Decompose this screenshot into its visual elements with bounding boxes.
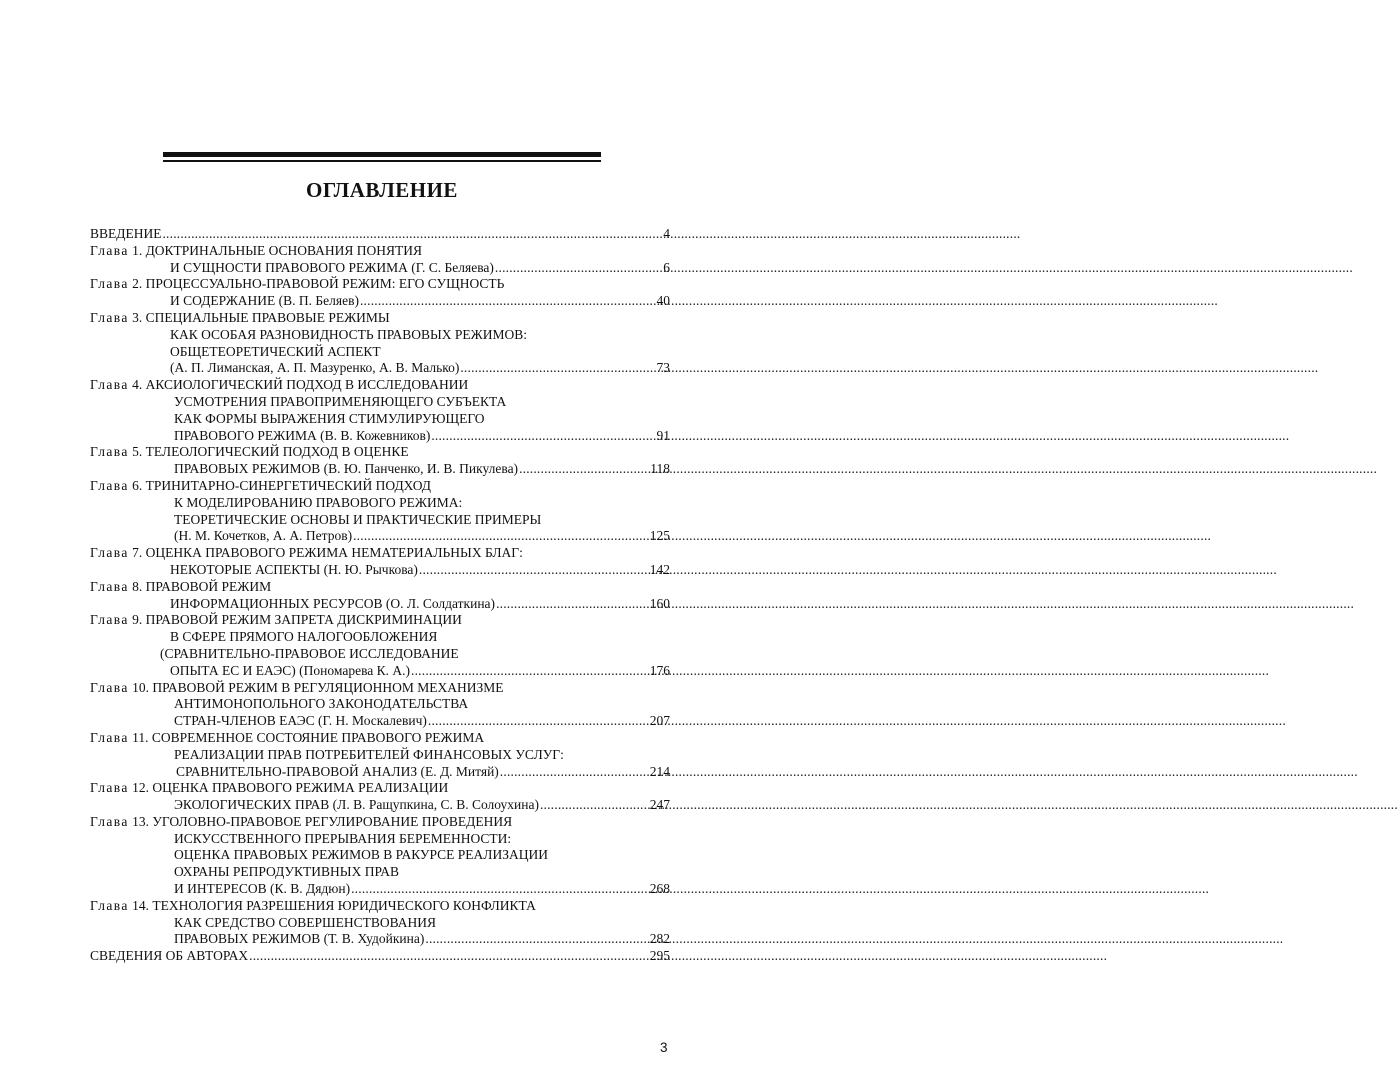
toc-line — [90, 730, 670, 747]
toc-page-number: 4 — [663, 226, 670, 241]
toc-line — [90, 226, 670, 243]
toc-line — [90, 260, 670, 277]
toc-line — [90, 495, 670, 512]
toc-entry-text: 2. ПРОЦЕССУАЛЬНО-ПРАВОВОЙ РЕЖИМ: ЕГО СУЩНОСТЬ — [132, 276, 505, 292]
toc-entry-text: СТРАН-ЧЛЕНОВ ЕАЭС (Г. Н. Москалевич) — [174, 713, 427, 729]
toc-line — [90, 864, 670, 881]
toc-dot-leader — [249, 948, 649, 965]
toc-entry-text: СВЕДЕНИЯ ОБ АВТОРАХ — [90, 948, 249, 964]
toc-entry-text: 7. ОЦЕНКА ПРАВОВОГО РЕЖИМА НЕМАТЕРИАЛЬНЫХ БЛАГ: — [132, 545, 523, 561]
toc-entry-text: НЕКОТОРЫЕ АСПЕКТЫ (Н. Ю. Рычкова) — [170, 561, 418, 577]
toc-line — [90, 764, 670, 781]
toc-line — [90, 612, 670, 629]
toc-dot-leader — [460, 360, 655, 377]
toc-line — [90, 713, 670, 730]
toc-entry-text: ОХРАНЫ РЕПРОДУКТИВНЫХ ПРАВ — [174, 864, 399, 880]
toc-dot-leader — [419, 562, 649, 579]
toc-chapter-prefix: Глава — [90, 612, 129, 628]
toc-dot-leader — [495, 260, 662, 277]
toc-entry-text: КАК ФОРМЫ ВЫРАЖЕНИЯ СТИМУЛИРУЮЩЕГО — [174, 410, 485, 426]
toc-entry-text: 6. ТРИНИТАРНО-СИНЕРГЕТИЧЕСКИЙ ПОДХОД — [132, 477, 432, 493]
toc-entry-text: В СФЕРЕ ПРЯМОГО НАЛОГООБЛОЖЕНИЯ — [170, 629, 438, 645]
toc-dot-leader — [411, 663, 649, 680]
toc-entry-text: СРАВНИТЕЛЬНО-ПРАВОВОЙ АНАЛИЗ (Е. Д. Митяй) — [176, 763, 499, 779]
toc-page-number: 91 — [656, 427, 670, 443]
toc-page-number: 118 — [650, 461, 670, 477]
toc-line — [90, 293, 670, 310]
toc-entry-text: ТЕОРЕТИЧЕСКИЕ ОСНОВЫ И ПРАКТИЧЕСКИЕ ПРИМЕРЫ — [174, 511, 542, 527]
toc-dot-leader — [500, 764, 649, 781]
toc-dot-leader — [425, 931, 648, 948]
toc-page-number: 125 — [649, 528, 670, 544]
toc-line — [90, 394, 670, 411]
toc-line — [90, 360, 670, 377]
toc-entry-text: КАК ОСОБАЯ РАЗНОВИДНОСТЬ ПРАВОВЫХ РЕЖИМОВ: — [170, 326, 528, 342]
header-rule-thick — [163, 152, 601, 157]
toc-page-number: 40 — [656, 293, 670, 309]
toc-chapter-prefix: Глава — [90, 780, 129, 796]
toc-dot-leader — [540, 797, 649, 814]
toc-entry-text: ЭКОЛОГИЧЕСКИХ ПРАВ (Л. В. Ращупкина, С. В. Солоухина) — [174, 797, 539, 813]
toc-line — [90, 344, 670, 361]
toc-chapter-prefix: Глава — [90, 813, 129, 829]
toc-entry-text: ОБЩЕТЕОРЕТИЧЕСКИЙ АСПЕКТ — [170, 343, 381, 359]
toc-entry-text: ПРАВОВЫХ РЕЖИМОВ (В. Ю. Панченко, И. В. Пикулева) — [174, 461, 519, 477]
toc-chapter-prefix: Глава — [90, 276, 129, 292]
toc-entry-text: (А. П. Лиманская, А. П. Мазуренко, А. В. Малько) — [170, 360, 460, 376]
toc-page-number: 282 — [649, 931, 670, 947]
toc-page-number: 6 — [663, 259, 670, 275]
toc-line — [90, 680, 670, 697]
toc-entry-text: 1. ДОКТРИНАЛЬНЫЕ ОСНОВАНИЯ ПОНЯТИЯ — [132, 242, 423, 258]
toc-dot-leader — [519, 461, 649, 478]
toc-entry-text: И ИНТЕРЕСОВ (К. В. Дядюн) — [174, 881, 351, 897]
toc-line — [90, 310, 670, 327]
toc-entry-text: ПРАВОВОГО РЕЖИМА (В. В. Кожевников) — [174, 427, 431, 443]
toc-dot-leader — [353, 528, 649, 545]
toc-entry-text: АНТИМОНОПОЛЬНОГО ЗАКОНОДАТЕЛЬСТВА — [174, 696, 469, 712]
toc-entry-text: 14. ТЕХНОЛОГИЯ РАЗРЕШЕНИЯ ЮРИДИЧЕСКОГО КОНФЛИКТА — [132, 897, 536, 913]
toc-dot-leader — [351, 881, 649, 898]
toc-line — [90, 780, 670, 797]
toc-entry-text: 9. ПРАВОВОЙ РЕЖИМ ЗАПРЕТА ДИСКРИМИНАЦИИ — [132, 612, 462, 628]
toc-chapter-prefix: Глава — [90, 242, 129, 258]
toc-entry-text: ИСКУССТВЕННОГО ПРЕРЫВАНИЯ БЕРЕМЕННОСТИ: — [174, 830, 512, 846]
toc-entry-text: И СОДЕРЖАНИЕ (В. П. Беляев) — [170, 293, 359, 309]
toc-line — [90, 243, 670, 260]
toc-chapter-prefix: Глава — [90, 679, 129, 695]
toc-line — [90, 562, 670, 579]
toc-dot-leader — [496, 596, 649, 613]
toc-line — [90, 276, 670, 293]
toc-page-number: 142 — [649, 561, 670, 577]
toc-line — [90, 444, 670, 461]
toc-dot-leader — [431, 428, 655, 445]
toc-line — [90, 646, 670, 663]
toc-entry-text: 12. ОЦЕНКА ПРАВОВОГО РЕЖИМА РЕАЛИЗАЦИИ — [132, 780, 449, 796]
toc-page-number: 268 — [649, 881, 670, 897]
toc-chapter-prefix: Глава — [90, 309, 129, 325]
toc-entry-text: ИНФОРМАЦИОННЫХ РЕСУРСОВ (О. Л. Солдаткина) — [170, 595, 496, 611]
toc-page-number: 207 — [649, 713, 670, 729]
toc-line — [90, 411, 670, 428]
toc-line — [90, 696, 670, 713]
toc-page-number: 247 — [649, 797, 670, 813]
toc-chapter-prefix: Глава — [90, 444, 129, 460]
toc-entry-text: 11. СОВРЕМЕННОЕ СОСТОЯНИЕ ПРАВОВОГО РЕЖИМА — [132, 729, 485, 745]
toc-line — [90, 847, 670, 864]
toc-entry-text: (СРАВНИТЕЛЬНО-ПРАВОВОЕ ИССЛЕДОВАНИЕ — [160, 645, 459, 661]
toc-entry-text: 3. СПЕЦИАЛЬНЫЕ ПРАВОВЫЕ РЕЖИМЫ — [132, 309, 390, 325]
toc-entry-text: 4. АКСИОЛОГИЧЕСКИЙ ПОДХОД В ИССЛЕДОВАНИИ — [132, 377, 469, 393]
toc-entry-text: ВВЕДЕНИЕ — [90, 226, 162, 241]
toc-line — [90, 528, 670, 545]
toc-line — [90, 814, 670, 831]
toc-entry-text: РЕАЛИЗАЦИИ ПРАВ ПОТРЕБИТЕЛЕЙ ФИНАНСОВЫХ УСЛУГ: — [174, 746, 564, 762]
toc-line — [90, 327, 670, 344]
toc-line — [90, 377, 670, 394]
toc-entry-text: 5. ТЕЛЕОЛОГИЧЕСКИЙ ПОДХОД В ОЦЕНКЕ — [132, 444, 409, 460]
toc-line — [90, 428, 670, 445]
toc-dot-leader — [428, 713, 649, 730]
page-number: 3 — [660, 1040, 668, 1055]
toc-line — [90, 881, 670, 898]
toc-entry-text: ОПЫТА ЕС И ЕАЭС) (Пономарева К. А.) — [170, 662, 411, 678]
page-title: ОГЛАВЛЕНИЕ — [306, 178, 458, 202]
toc-chapter-prefix: Глава — [90, 578, 129, 594]
toc-chapter-prefix: Глава — [90, 897, 129, 913]
toc-line — [90, 831, 670, 848]
toc-entry-text: (Н. М. Кочетков, А. А. Петров) — [174, 528, 353, 544]
toc-chapter-prefix: Глава — [90, 545, 129, 561]
toc-line — [90, 478, 670, 495]
toc-line — [90, 747, 670, 764]
toc-dot-leader — [360, 293, 656, 310]
toc-page-number: 73 — [656, 360, 670, 376]
toc-page-number: 295 — [649, 948, 670, 964]
table-of-contents — [90, 226, 670, 965]
toc-page-number: 214 — [649, 763, 670, 779]
toc-entry-text: И СУЩНОСТИ ПРАВОВОГО РЕЖИМА (Г. С. Беляева) — [170, 259, 494, 275]
toc-entry-text: УСМОТРЕНИЯ ПРАВОПРИМЕНЯЮЩЕГО СУБЪЕКТА — [174, 393, 507, 409]
toc-chapter-prefix: Глава — [90, 729, 129, 745]
toc-line — [90, 579, 670, 596]
toc-entry-text: К МОДЕЛИРОВАНИЮ ПРАВОВОГО РЕЖИМА: — [174, 494, 463, 510]
toc-dot-leader — [162, 226, 662, 243]
toc-line — [90, 915, 670, 932]
toc-chapter-prefix: Глава — [90, 477, 129, 493]
toc-entry-text: 13. УГОЛОВНО-ПРАВОВОЕ РЕГУЛИРОВАНИЕ ПРОВЕДЕНИЯ — [132, 813, 513, 829]
toc-line — [90, 596, 670, 613]
toc-entry-text: 8. ПРАВОВОЙ РЕЖИМ — [132, 578, 272, 594]
toc-line — [90, 512, 670, 529]
toc-entry-text: 10. ПРАВОВОЙ РЕЖИМ В РЕГУЛЯЦИОННОМ МЕХАНИЗМЕ — [132, 679, 504, 695]
toc-entry-text: КАК СРЕДСТВО СОВЕРШЕНСТВОВАНИЯ — [174, 914, 437, 930]
toc-page-number: 160 — [649, 595, 670, 611]
toc-line — [90, 461, 670, 478]
toc-chapter-prefix: Глава — [90, 377, 129, 393]
toc-line — [90, 663, 670, 680]
toc-line — [90, 948, 670, 965]
toc-page-number: 176 — [649, 662, 670, 678]
toc-entry-text: ПРАВОВЫХ РЕЖИМОВ (Т. В. Худойкина) — [174, 931, 425, 947]
toc-line — [90, 898, 670, 915]
toc-line — [90, 545, 670, 562]
toc-line — [90, 931, 670, 948]
toc-line — [90, 629, 670, 646]
header-rule-thin — [163, 160, 601, 162]
toc-line — [90, 797, 670, 814]
toc-entry-text: ОЦЕНКА ПРАВОВЫХ РЕЖИМОВ В РАКУРСЕ РЕАЛИЗАЦИИ — [174, 847, 548, 863]
